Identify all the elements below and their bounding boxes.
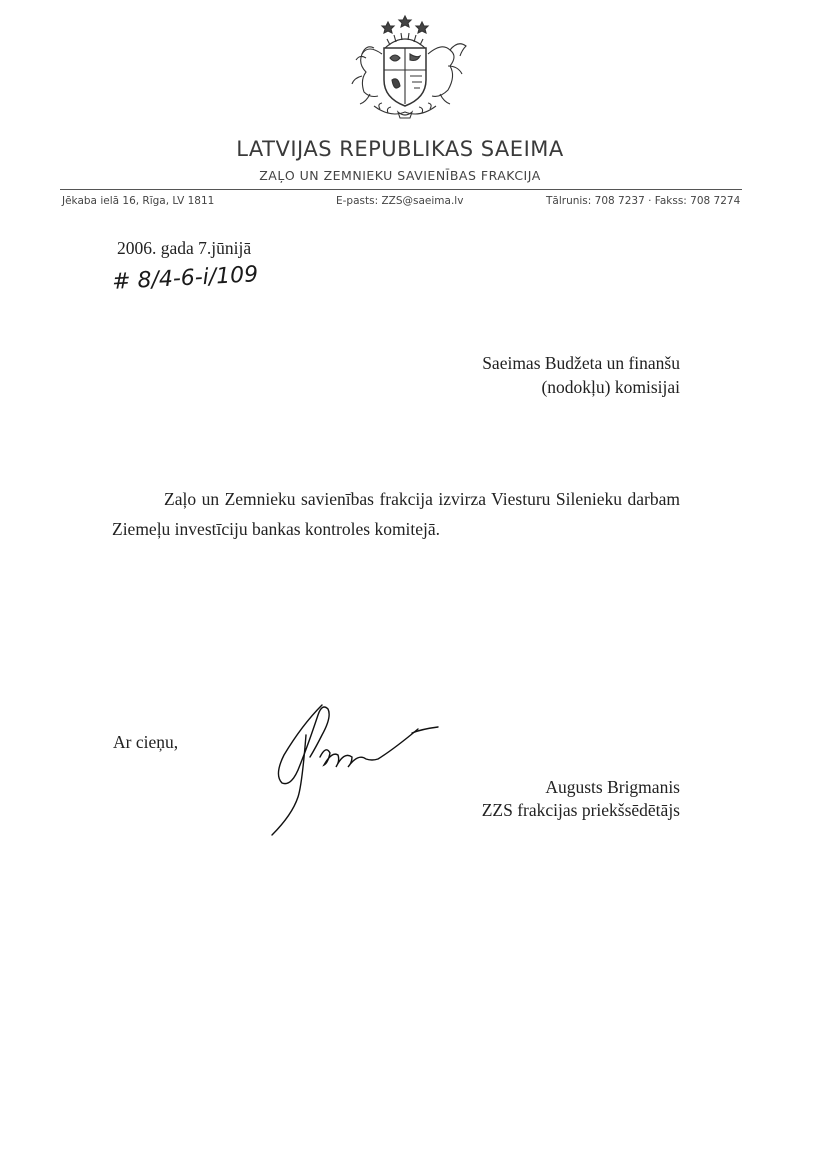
recipient-line-1: Saeimas Budžeta un finanšu <box>482 353 680 373</box>
coat-of-arms-emblem <box>340 14 470 122</box>
signer-title: ZZS frakcijas priekšsēdētājs <box>481 800 680 820</box>
parliament-name: LATVIJAS REPUBLIKAS SAEIMA <box>236 137 564 161</box>
letterhead-divider <box>60 189 742 190</box>
faction-name: ZAĻO UN ZEMNIEKU SAVIENĪBAS FRAKCIJA <box>259 168 541 183</box>
phone-fax: Tālrunis: 708 7237 · Fakss: 708 7274 <box>546 195 741 207</box>
recipient-line-2: (nodokļu) komisijai <box>541 377 680 397</box>
letter-date: 2006. gada 7.jūnijā <box>117 238 252 258</box>
email: E-pasts: ZZS@saeima.lv <box>336 195 464 207</box>
address: Jēkaba ielā 16, Rīga, LV 1811 <box>62 195 215 207</box>
signature <box>262 695 447 845</box>
salutation: Ar cieņu, <box>113 732 179 752</box>
reference-number: # 8/4-6-i/109 <box>111 262 259 295</box>
signer-name: Augusts Brigmanis <box>545 777 680 797</box>
letter-body: Zaļo un Zemnieku savienības frakcija izvirza Viesturu Silenieku darbam Ziemeļu investīciju bankas kontroles komitejā. <box>112 489 680 539</box>
